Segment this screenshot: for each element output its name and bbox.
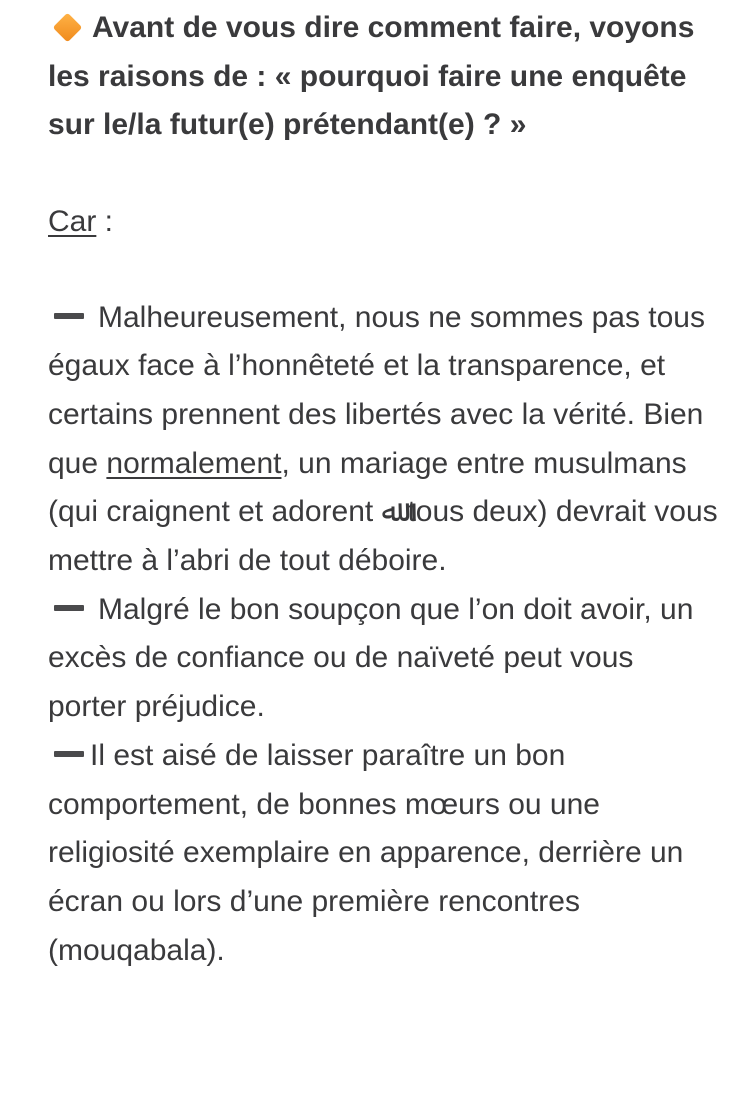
reason-2-text: Malgré le bon soupçon que l’on doit avoir, un excès de confiance ou de naïveté peut vous porter préjudice.	[48, 592, 694, 724]
heavy-minus-icon	[54, 605, 84, 611]
reason-item-3	[48, 732, 718, 976]
reason-1-part3: tous deux) devrait vous mettre à l’abri de tout déboire.	[48, 495, 718, 578]
car-label: Car	[48, 204, 97, 238]
reason-1-underlined: normalement	[106, 446, 282, 480]
document-page	[48, 0, 718, 975]
reason-item-1	[48, 294, 718, 586]
reason-1-part2: , un mariage entre musulmans (qui craignent et adorent	[48, 446, 687, 529]
orange-diamond-icon	[53, 13, 83, 43]
reason-3-text: Il est aisé de laisser paraître un bon comportement, de bonnes mœurs ou une religiosité exemplaire en apparence, derrière un écran ou lors d’une première rencontres (mouqabala).	[48, 738, 684, 967]
heading-text: Avant de vous dire comment faire, voyons les raisons de : « pourquoi faire une enquête sur le/la futur(e) prétendant(e) ? »	[48, 11, 695, 141]
car-suffix: :	[96, 204, 114, 238]
car-line	[48, 198, 718, 246]
allah-glyph: ﷲ	[381, 494, 400, 530]
heading	[48, 0, 718, 150]
reason-1-part1: Malheureusement, nous ne sommes pas tous égaux face à l’honnêteté et la transparence, et certains prennent des libertés avec la vérité. Bien que	[48, 300, 705, 480]
reasons-list	[48, 294, 718, 976]
reason-item-2	[48, 586, 718, 732]
heavy-minus-icon	[54, 313, 84, 319]
heavy-minus-icon	[54, 751, 84, 757]
